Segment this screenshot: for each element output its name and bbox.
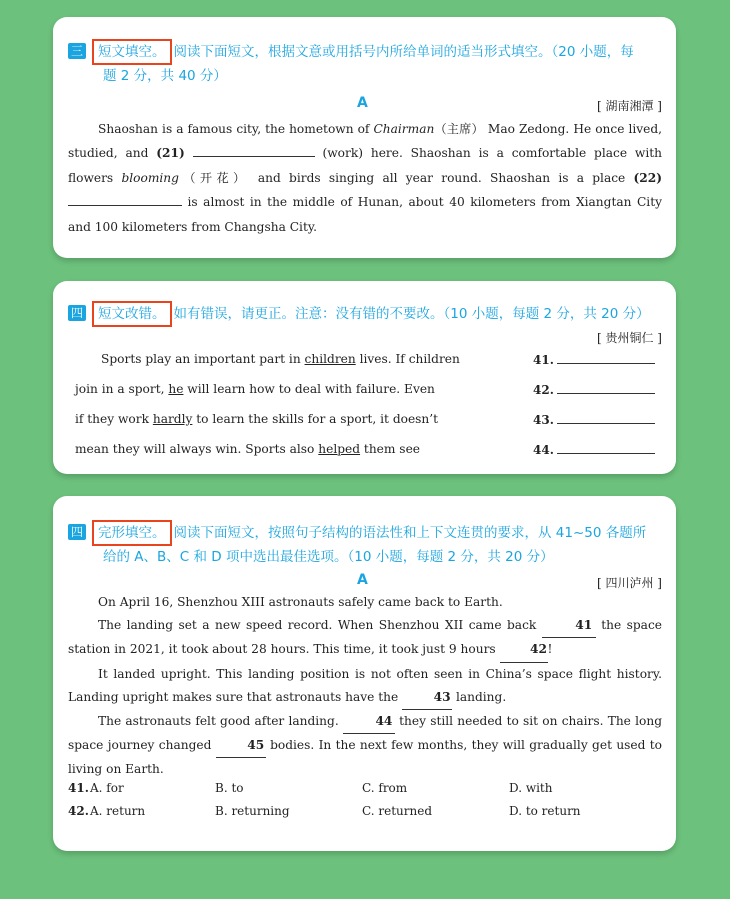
gloss: （开花） [178,170,250,185]
passage-source: [ 四川泸州 ] [597,576,662,590]
option-number-text: 41. [68,781,89,795]
passage-segment: It landed upright. This landing position is not often seen in China’s space flight history. Landing upright makes sure that astronauts have the [68,666,662,704]
answer-blank[interactable] [557,393,655,394]
section-instruction: 阅读下面短文，按照句子结构的语法性和上下文连贯的要求，从 41~50 各题所 [173,525,647,541]
answer-slot [533,413,655,427]
passage-subtitle: A [357,95,368,111]
answer-number: 44. [533,443,554,457]
passage-subtitle: A [357,572,368,588]
line-text: join in a sport, [75,382,169,396]
cloze-blank[interactable]: 41 [542,614,596,638]
option-a[interactable]: A. for [90,781,124,795]
line-text: lives. If children [355,352,460,366]
cloze-blank[interactable]: 45 [216,734,266,758]
answer-blank[interactable] [557,363,655,364]
underlined-word: hardly [152,412,193,426]
option-row [68,804,668,827]
section-number-badge: 三 [68,43,86,59]
section-title-tag: 短文改错。 [92,301,172,327]
section-number-badge: 四 [68,524,86,540]
passage-source: [ 贵州铜仁 ] [597,331,662,345]
exercise-card-cloze [53,496,676,851]
passage-segment: (work) here. Shaoshan is a comfortable place with flowers [68,146,663,185]
passage-segment: the space station in 2021, it took about 28 hours. This time, it took just 9 hours [68,618,662,657]
passage-source: [ 湖南湘潭 ] [597,99,662,113]
option-b[interactable]: B. to [215,781,244,795]
answer-blank[interactable] [193,156,315,157]
glossed-word: blooming [121,170,179,185]
paragraph [68,663,662,710]
option-a[interactable]: A. return [90,804,146,818]
error-line [75,442,420,456]
section-instruction: 如有错误，请更正。注意：没有错的不要改。（10 小题，每题 2 分，共 20 分） [173,306,650,322]
line-text: mean they will always win. Sports also [75,442,319,456]
answer-number: 43. [533,413,554,427]
paragraph [68,710,662,782]
answer-number: 42. [533,383,554,397]
section-number-badge: 四 [68,305,86,321]
option-d[interactable]: D. to return [509,804,581,818]
underlined-word: children [304,352,356,366]
answer-number: 41. [533,353,554,367]
option-c[interactable]: C. returned [362,804,433,818]
option-row [68,781,668,804]
answer-blank[interactable] [557,423,655,424]
passage-segment: is almost in the middle of Hunan, about 40 kilometers from Xiangtan City and 100 kilometers from Changsha City. [68,195,662,234]
section-instruction-cont: 给的 A、B、C 和 D 项中选出最佳选项。（10 小题，每题 2 分，共 20 分） [103,549,554,565]
section-instruction-cont: 题 2 分，共 40 分） [103,68,227,84]
options-list [68,781,668,827]
answer-slot [533,353,655,367]
underlined-word: he [168,382,184,396]
section-title-tag: 短文填空。 [92,39,172,65]
answer-blank[interactable] [557,453,655,454]
section-header [68,520,662,568]
option-d[interactable]: D. with [509,781,553,795]
answer-slot [533,383,655,397]
passage-segment: Mao Zedong. He once lived, studied, and [68,122,663,161]
passage-segment: they still needed to sit on chairs. The long space journey changed [68,714,662,753]
line-text: to learn the skills for a sport, it doesn’t [192,412,439,426]
passage-text [68,117,662,239]
option-b[interactable]: B. returning [215,804,290,818]
option-number [68,781,89,795]
cloze-blank[interactable]: 43 [402,686,452,710]
passage-segment: The landing set a new speed record. When Shenzhou XII came back [98,618,542,633]
error-line [75,382,435,396]
question-number: (21) [156,146,185,161]
exercise-card-error-correction [53,281,676,474]
line-text: Sports play an important part in [101,352,305,366]
passage-segment: bodies. In the next few months, they will gradually get used to living on Earth. [68,738,663,777]
paragraph: On April 16, Shenzhou XIII astronauts safely came back to Earth. [98,595,503,609]
question-number: (22) [633,170,663,185]
line-text: them see [360,442,420,456]
cloze-blank[interactable]: 44 [343,710,395,734]
exercise-card-fill-in [53,17,676,258]
section-header [68,301,662,327]
passage-segment: The astronauts felt good after landing. [98,714,343,729]
underlined-word: helped [318,442,361,456]
glossed-word: Chairman [373,122,435,136]
error-line [101,352,460,366]
gloss: （主席） [434,122,484,136]
section-header [68,39,662,87]
cloze-blank[interactable]: 42 [500,638,548,662]
passage-segment: landing. [452,689,507,704]
line-text: will learn how to deal with failure. Even [183,382,435,396]
option-c[interactable]: C. from [362,781,408,795]
option-number [68,804,89,818]
answer-slot [533,443,655,457]
passage-segment: and birds singing all year round. Shaoshan is a place [249,170,634,185]
section-title-tag: 完形填空。 [92,520,172,546]
answer-blank[interactable] [68,205,182,206]
passage-segment: Shaoshan is a famous city, the hometown of [98,122,374,136]
error-line [75,412,438,426]
passage-text [68,591,662,782]
line-text: if they work [75,412,153,426]
option-number-text: 42. [68,804,89,818]
section-instruction: 阅读下面短文，根据文意或用括号内所给单词的适当形式填空。（20 小题，每 [173,44,634,60]
passage-segment: ! [547,642,553,657]
paragraph [68,614,662,662]
